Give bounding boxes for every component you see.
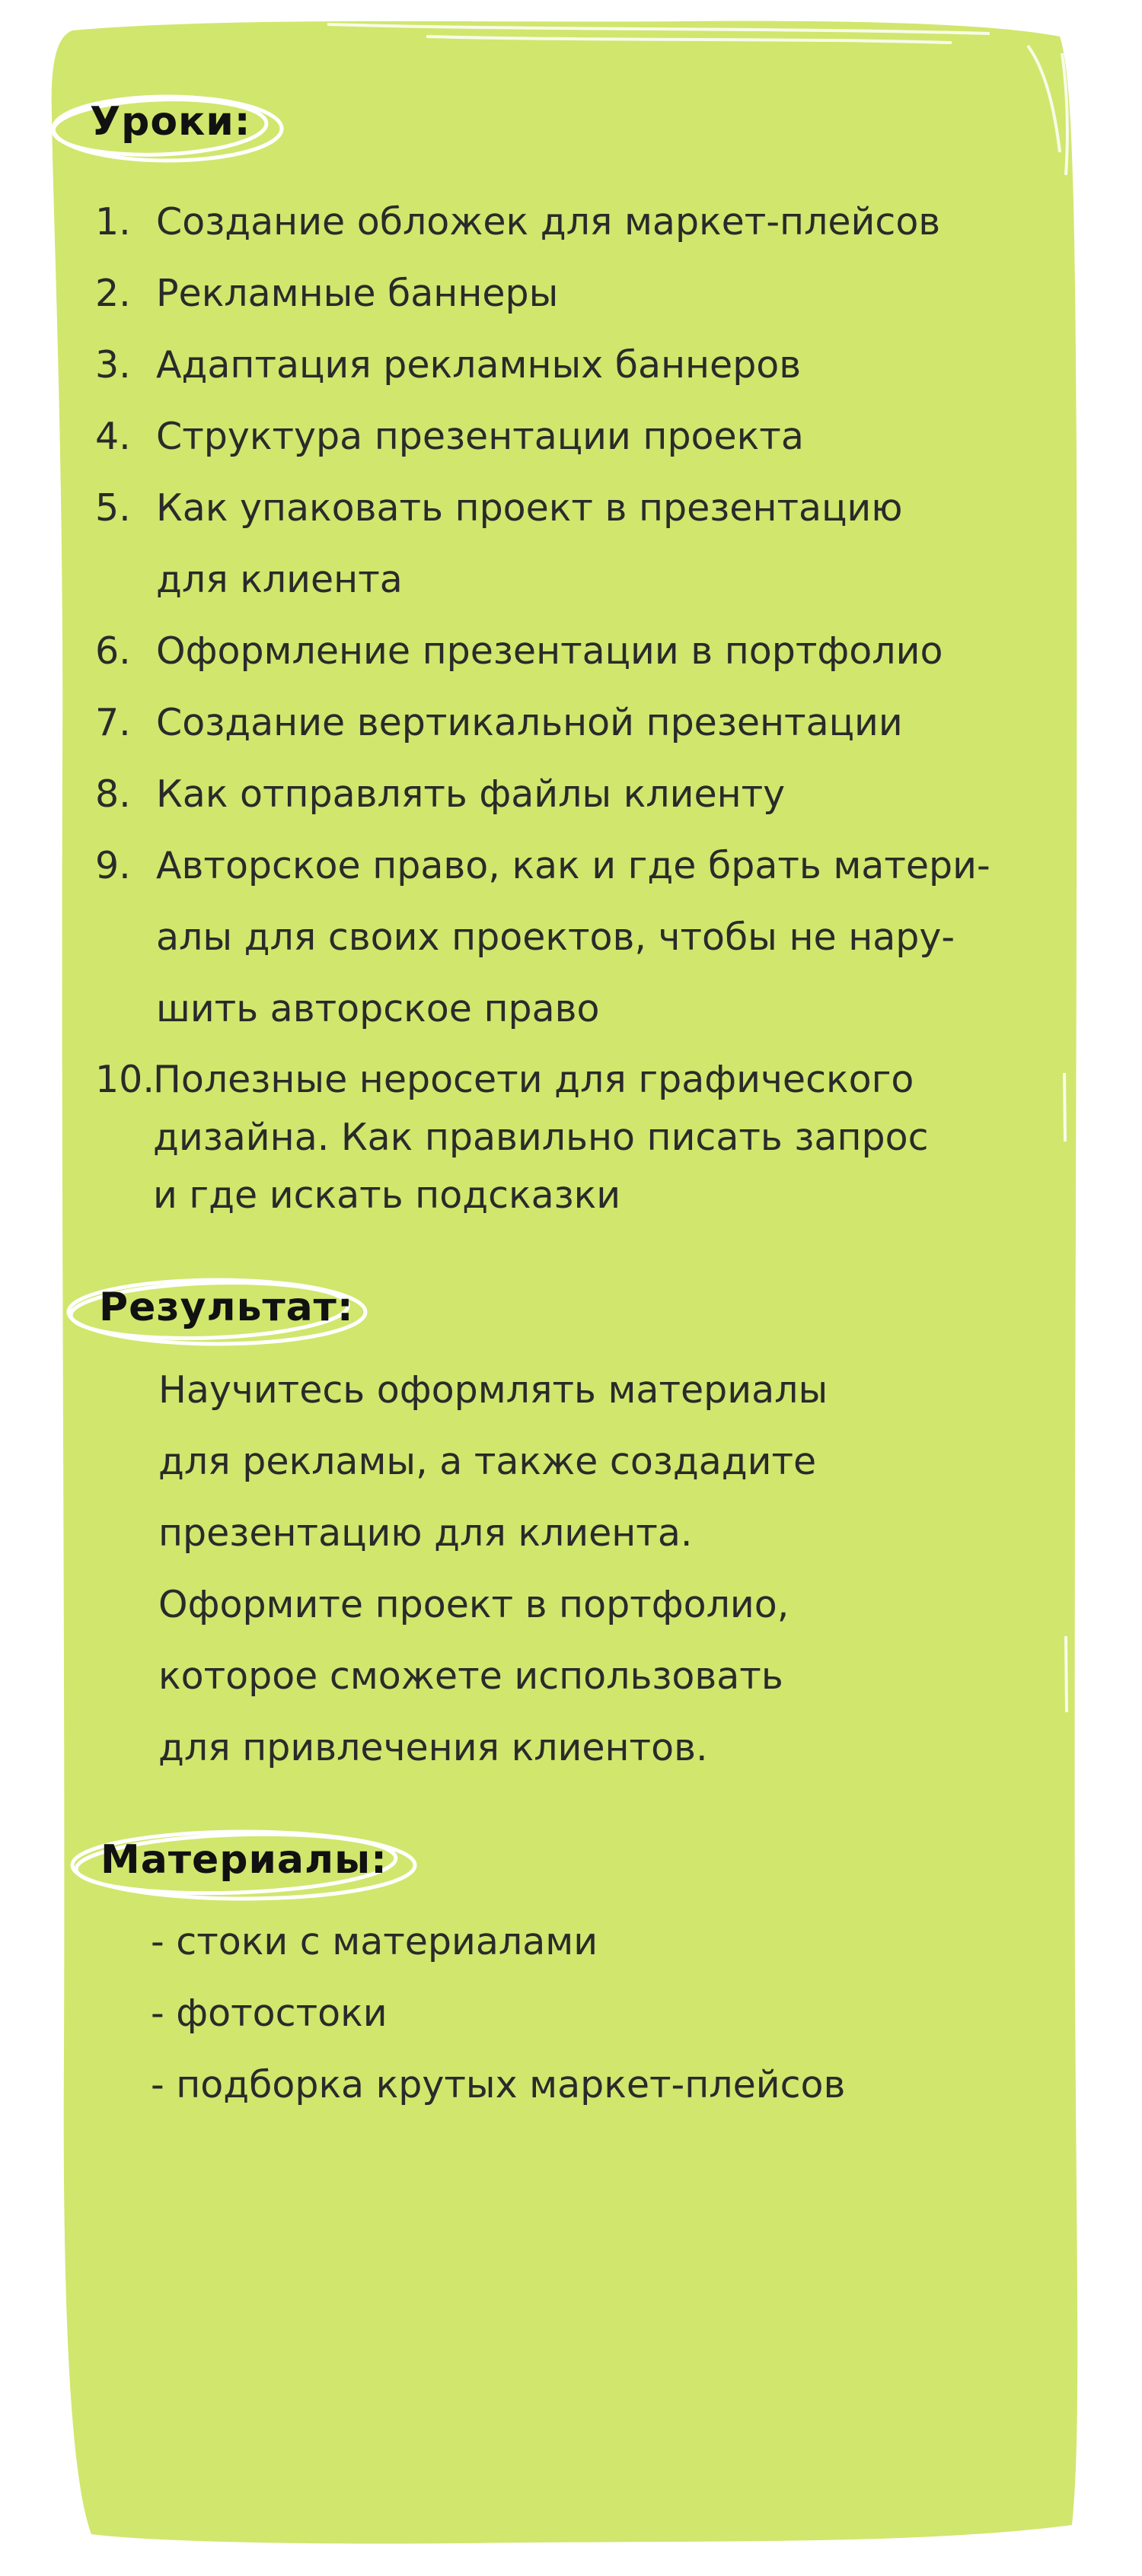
lesson-number: 9. <box>95 844 131 887</box>
lesson-item <box>95 616 1054 687</box>
result-line: которое сможете использовать <box>158 1654 783 1698</box>
result-line: презентацию для клиента. <box>158 1511 693 1555</box>
lesson-text: Структура презентации проекта <box>156 415 804 458</box>
lessons-title: Уроки: <box>90 99 251 145</box>
lesson-text: Создание вертикальной презентации <box>156 701 903 744</box>
lesson-item <box>95 830 1054 1045</box>
lesson-text: Создание обложек для маркет-плейсов <box>156 200 941 244</box>
materials-item: - фотостоки <box>151 1992 388 2035</box>
result-description <box>158 1355 1034 1784</box>
lesson-text: Полезные неросети для графического дизайна. Как правильно писать запрос и где искать подсказки <box>153 1058 929 1217</box>
lesson-number: 5. <box>95 486 131 530</box>
lesson-text: Как упаковать проект в презентацию для клиента <box>156 486 903 601</box>
lesson-text: Авторское право, как и где брать матери- алы для своих проектов, чтобы не нару- шить авторское право <box>156 844 990 1030</box>
lesson-text: Адаптация рекламных баннеров <box>156 343 802 387</box>
lesson-number: 10. <box>95 1058 155 1101</box>
lesson-item <box>95 401 1054 473</box>
materials-item: - стоки с материалами <box>151 1920 598 1963</box>
lesson-text: Оформление презентации в портфолио <box>156 629 943 673</box>
materials-list <box>151 1906 845 2121</box>
lesson-number: 4. <box>95 415 131 458</box>
lesson-number: 6. <box>95 629 131 673</box>
lesson-number: 1. <box>95 200 131 244</box>
result-line: для рекламы, а также создадите <box>158 1440 817 1483</box>
result-line: Оформите проект в портфолио, <box>158 1583 790 1626</box>
lessons-list <box>95 186 1054 1224</box>
lesson-item <box>95 687 1054 759</box>
lesson-item <box>95 330 1054 401</box>
lesson-item <box>95 759 1054 830</box>
lesson-text: Рекламные баннеры <box>156 272 559 315</box>
lesson-text: Как отправлять файлы клиенту <box>156 772 786 816</box>
result-line: для привлечения клиентов. <box>158 1726 708 1769</box>
lesson-number: 7. <box>95 701 131 744</box>
result-title: Результат: <box>99 1285 354 1330</box>
lesson-number: 3. <box>95 343 131 387</box>
lesson-item <box>95 258 1054 330</box>
lesson-number: 8. <box>95 772 131 816</box>
lesson-item <box>95 1051 1054 1224</box>
result-line: Научитесь оформлять материалы <box>158 1368 828 1412</box>
lesson-item <box>95 473 1054 616</box>
materials-title: Материалы: <box>100 1837 388 1883</box>
lesson-number: 2. <box>95 272 131 315</box>
lesson-item <box>95 186 1054 258</box>
materials-item: - подборка крутых маркет-плейсов <box>151 2063 846 2106</box>
